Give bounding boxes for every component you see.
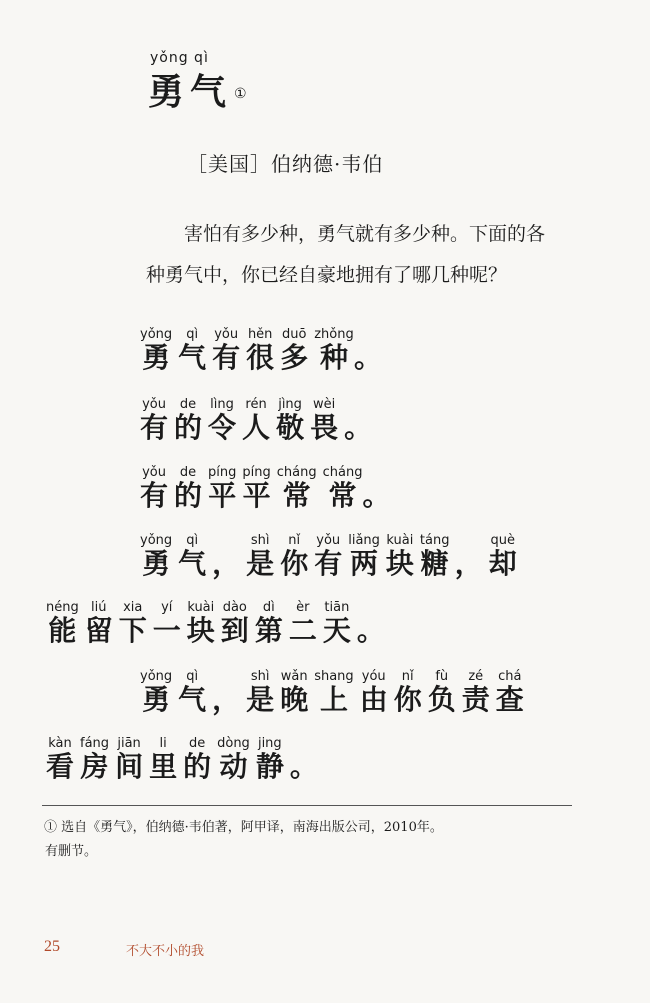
pinyin: yí [152,600,181,615]
pinyin: shì [246,533,275,548]
pinyin: qì [178,533,207,548]
annotated-character: 气qì [178,669,207,716]
intro-paragraph [146,214,586,296]
pinyin: dì [254,600,283,615]
pinyin: lìng [208,397,237,412]
footnote-line-1: ① 选自《勇气》，伯纳德·韦伯著，阿甲译，南海出版公司，2010年。 [44,820,443,835]
pinyin: yǒu [140,465,169,480]
comma: ， [212,547,241,580]
annotated-character: 勇yǒng [140,327,173,374]
annotated-character: 由yóu [359,669,388,716]
pinyin: yǒu [314,533,343,548]
annotated-character: 有yǒu [140,397,169,444]
annotated-character: 上shang [314,669,354,716]
annotated-character: 块kuài [186,600,215,647]
pinyin: cháng [322,465,363,480]
para2-line-1 [140,670,530,718]
pinyin: de [174,465,203,480]
pinyin: hěn [246,327,275,342]
para2-line-2 [46,737,324,785]
annotated-character: 能néng [46,600,79,647]
pinyin: kuài [385,533,414,548]
annotated-character: 有yǒu [314,533,343,580]
annotated-character: 第dì [254,600,283,647]
footnote-marker: ① [234,85,247,102]
verse-line-3 [140,466,397,514]
pinyin: liú [84,600,113,615]
pinyin: táng [419,533,450,548]
pinyin: fáng [80,736,110,751]
comma: ， [212,683,241,716]
annotated-character: 是shì [246,669,275,716]
verse-line-1 [140,328,388,376]
pinyin: rén [242,397,271,412]
annotated-character: 平píng [208,465,237,512]
annotated-character: 却què [488,533,517,580]
pinyin: zhǒng [314,327,354,342]
pinyin: nǐ [280,533,309,548]
annotated-character: 二èr [288,600,317,647]
annotated-character: 留liú [84,600,113,647]
full-stop: 。 [289,750,318,783]
pinyin: zé [461,669,490,684]
pinyin: nǐ [393,669,422,684]
annotated-character: 静jing [255,736,284,783]
annotated-character: 的de [174,397,203,444]
footnote-divider [42,805,572,806]
annotated-character: 气qì [178,327,207,374]
full-stop: 。 [344,411,373,444]
annotated-character: 气qì [178,533,207,580]
pinyin: qì [178,327,207,342]
pinyin: duō [280,327,309,342]
annotated-character: 糖táng [419,533,450,580]
pinyin: yǒu [140,397,169,412]
pinyin: fù [427,669,456,684]
para1-line-1 [140,534,610,582]
pinyin: de [183,736,212,751]
para2-clause [246,669,530,716]
annotated-character: 间jiān [115,736,144,783]
pinyin: xia [118,600,147,615]
annotated-character: 块kuài [385,533,414,580]
annotated-character: 有yǒu [140,465,169,512]
annotated-character: 两liǎng [348,533,380,580]
full-stop: 。 [356,614,385,647]
pinyin: chá [495,669,524,684]
full-stop: 。 [362,479,391,512]
pinyin: què [488,533,517,548]
annotated-character: 是shì [246,533,275,580]
pinyin: jìng [276,397,305,412]
pinyin: yǒng [140,669,173,684]
comma: ， [454,547,483,580]
para1-end-word [488,533,523,580]
pinyin: èr [288,600,317,615]
annotated-character: 负fù [427,669,456,716]
pinyin: jing [255,736,284,751]
annotated-character: 有yǒu [212,327,241,374]
author-line: ［美国］伯纳德·韦伯 [187,152,384,176]
pinyin: píng [242,465,271,480]
annotated-character: 责zé [461,669,490,716]
pinyin: cháng [276,465,317,480]
annotated-character: 一yí [152,600,181,647]
pinyin: shì [246,669,275,684]
pinyin: yǒng [140,533,173,548]
verse-line-2 [140,398,378,446]
para2-subject [140,669,212,716]
intro-line-1: 害怕有多少种，勇气就有多少种。下面的各 [184,223,546,245]
pinyin: yóu [359,669,388,684]
pinyin: tiān [322,600,351,615]
footnote [44,816,574,864]
footnote-line-2: 有删节。 [45,844,98,859]
annotated-character: 房fáng [80,736,110,783]
annotated-character: 很hěn [246,327,275,374]
section-title: 不大不小的我 [126,944,205,959]
pinyin: de [174,397,203,412]
annotated-character: 的de [183,736,212,783]
annotated-character: 动dòng [217,736,250,783]
page-number: 25 [44,938,60,955]
annotated-character: 令lìng [208,397,237,444]
pinyin: néng [46,600,79,615]
annotated-character: 畏wèi [310,397,339,444]
annotated-character: 勇yǒng [140,533,173,580]
pinyin: shang [314,669,354,684]
annotated-character: 常cháng [276,465,317,512]
annotated-character: 到dào [220,600,249,647]
pinyin: liǎng [348,533,380,548]
page-title: 勇气 [148,71,233,113]
annotated-character: 人rén [242,397,271,444]
annotated-character: 晚wǎn [280,669,309,716]
pinyin: kàn [46,736,75,751]
annotated-character: 下xia [118,600,147,647]
title-block [148,50,247,115]
annotated-character: 常cháng [322,465,363,512]
intro-line-2: 种勇气中，你已经自豪地拥有了哪几种呢？ [146,264,508,286]
pinyin: yǒu [212,327,241,342]
pinyin: yǒng [140,327,173,342]
title-pinyin: yǒng qì [150,50,209,66]
pinyin: li [149,736,178,751]
annotated-character: 你nǐ [393,669,422,716]
para1-clause [246,533,455,580]
pinyin: dòng [217,736,250,751]
annotated-character: 查chá [495,669,524,716]
annotated-character: 敬jìng [276,397,305,444]
pinyin: píng [208,465,237,480]
full-stop: 。 [353,341,382,374]
annotated-character: 里li [149,736,178,783]
annotated-character: 勇yǒng [140,669,173,716]
pinyin: kuài [186,600,215,615]
annotated-character: 多duō [280,327,309,374]
para1-line-2 [46,601,391,649]
pinyin: wǎn [280,669,309,684]
annotated-character: 天tiān [322,600,351,647]
annotated-character: 你nǐ [280,533,309,580]
annotated-character: 平píng [242,465,271,512]
para1-subject [140,533,212,580]
pinyin: wèi [310,397,339,412]
pinyin: qì [178,669,207,684]
pinyin: jiān [115,736,144,751]
pinyin: dào [220,600,249,615]
annotated-character: 的de [174,465,203,512]
annotated-character: 种zhǒng [314,327,354,374]
annotated-character: 看kàn [46,736,75,783]
